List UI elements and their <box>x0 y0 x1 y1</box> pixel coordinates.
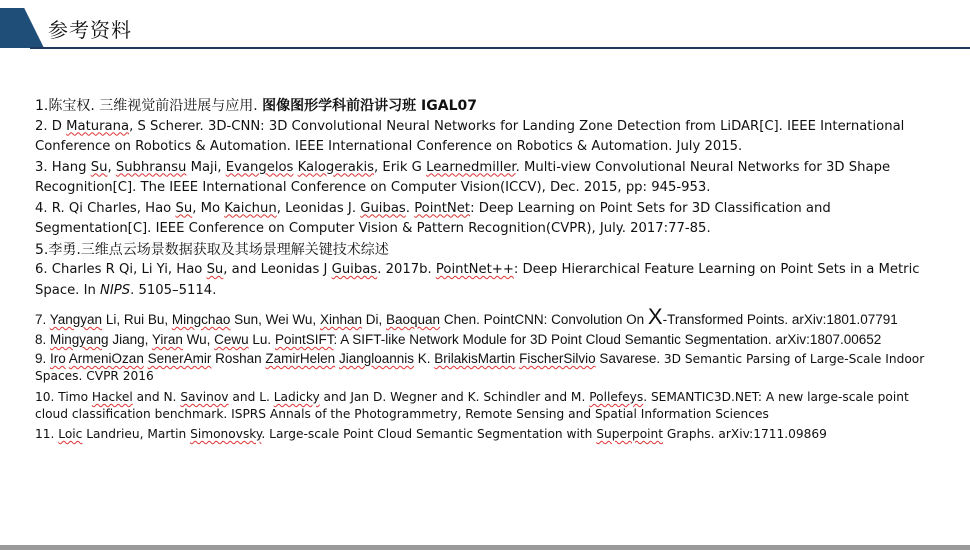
reference-item-2: 2. D Maturana, S Scherer. 3D-CNN: 3D Convolutional Neural Networks for Landing Zone Detection from LiDAR[C]. IEEE International Conference on Robotics & Automation. IEEE International Conference on Robotics & Automation. July 2015. <box>35 118 905 154</box>
reference-item-11: 11. Loic Landrieu, Martin Simonovsky. Large-scale Point Cloud Semantic Segmentation with Superpoint Graphs. arXiv:1711.09869 <box>35 427 827 441</box>
reference-item-1: 1.陈宝权. 三维视觉前沿进展与应用. 图像图形学科前沿讲习班 IGAL07 <box>35 98 477 114</box>
title-divider <box>30 47 970 49</box>
page-title: 参考资料 <box>48 18 132 42</box>
reference-item-6: 6. Charles R Qi, Li Yi, Hao Su, and Leonidas J Guibas. 2017b. PointNet++: Deep Hierarchical Feature Learning on Point Sets in a Metric Space. In NIPS. 5105–5114. <box>35 262 920 298</box>
reference-item-10: 10. Timo Hackel and N. Savinov and L. Ladicky and Jan D. Wegner and K. Schindler and M. Pollefeys. SEMANTIC3D.NET: A new large-scale point cloud classification benchmark. ISPRS Annals of the Photogrammetry, Remote Sensing and Spatial Information Sciences <box>35 390 909 421</box>
reference-course-name: 图像图形学科前沿讲习班 IGAL07 <box>262 98 477 114</box>
reference-item-5: 5.李勇.三维点云场景数据获取及其场景理解关键技术综述 <box>35 241 389 258</box>
footer-bar <box>0 545 970 550</box>
reference-item-4: 4. R. Qi Charles, Hao Su, Mo Kaichun, Leonidas J. Guibas. PointNet: Deep Learning on Point Sets for 3D Classification and Segmentation[C]. IEEE Conference on Computer Vision & Pattern Recognition(CVPR), July. 2017:77-85. <box>35 200 831 236</box>
title-accent-shape <box>0 8 44 48</box>
reference-item-8: 8. Mingyang Jiang, Yiran Wu, Cewu Lu. PointSIFT: A SIFT-like Network Module for 3D Point Cloud Semantic Segmentation. arXiv:1807.00652 <box>35 332 882 347</box>
reference-item-3: 3. Hang Su, Subhransu Maji, Evangelos Kalogerakis, Erik G Learnedmiller. Multi-view Convolutional Neural Networks for 3D Shape Recognition[C]. The IEEE International Conference on Computer Vision(ICCV), Dec. 2015, pp: 945-953. <box>35 159 891 195</box>
reference-item-9: 9. Iro ArmeniOzan SenerAmir Roshan ZamirHelen Jiangloannis K. BrilakisMartin FischerSilvio Savarese. 3D Semantic Parsing of Large-Scale Indoor Spaces. CVPR 2016 <box>35 351 925 383</box>
reference-item-7: 7. Yangyan Li, Rui Bu, Mingchao Sun, Wei Wu, Xinhan Di, Baoquan Chen. PointCNN: Convolution On X-Transformed Points. arXiv:1801.07791 <box>35 304 898 329</box>
reference-list <box>35 96 945 443</box>
